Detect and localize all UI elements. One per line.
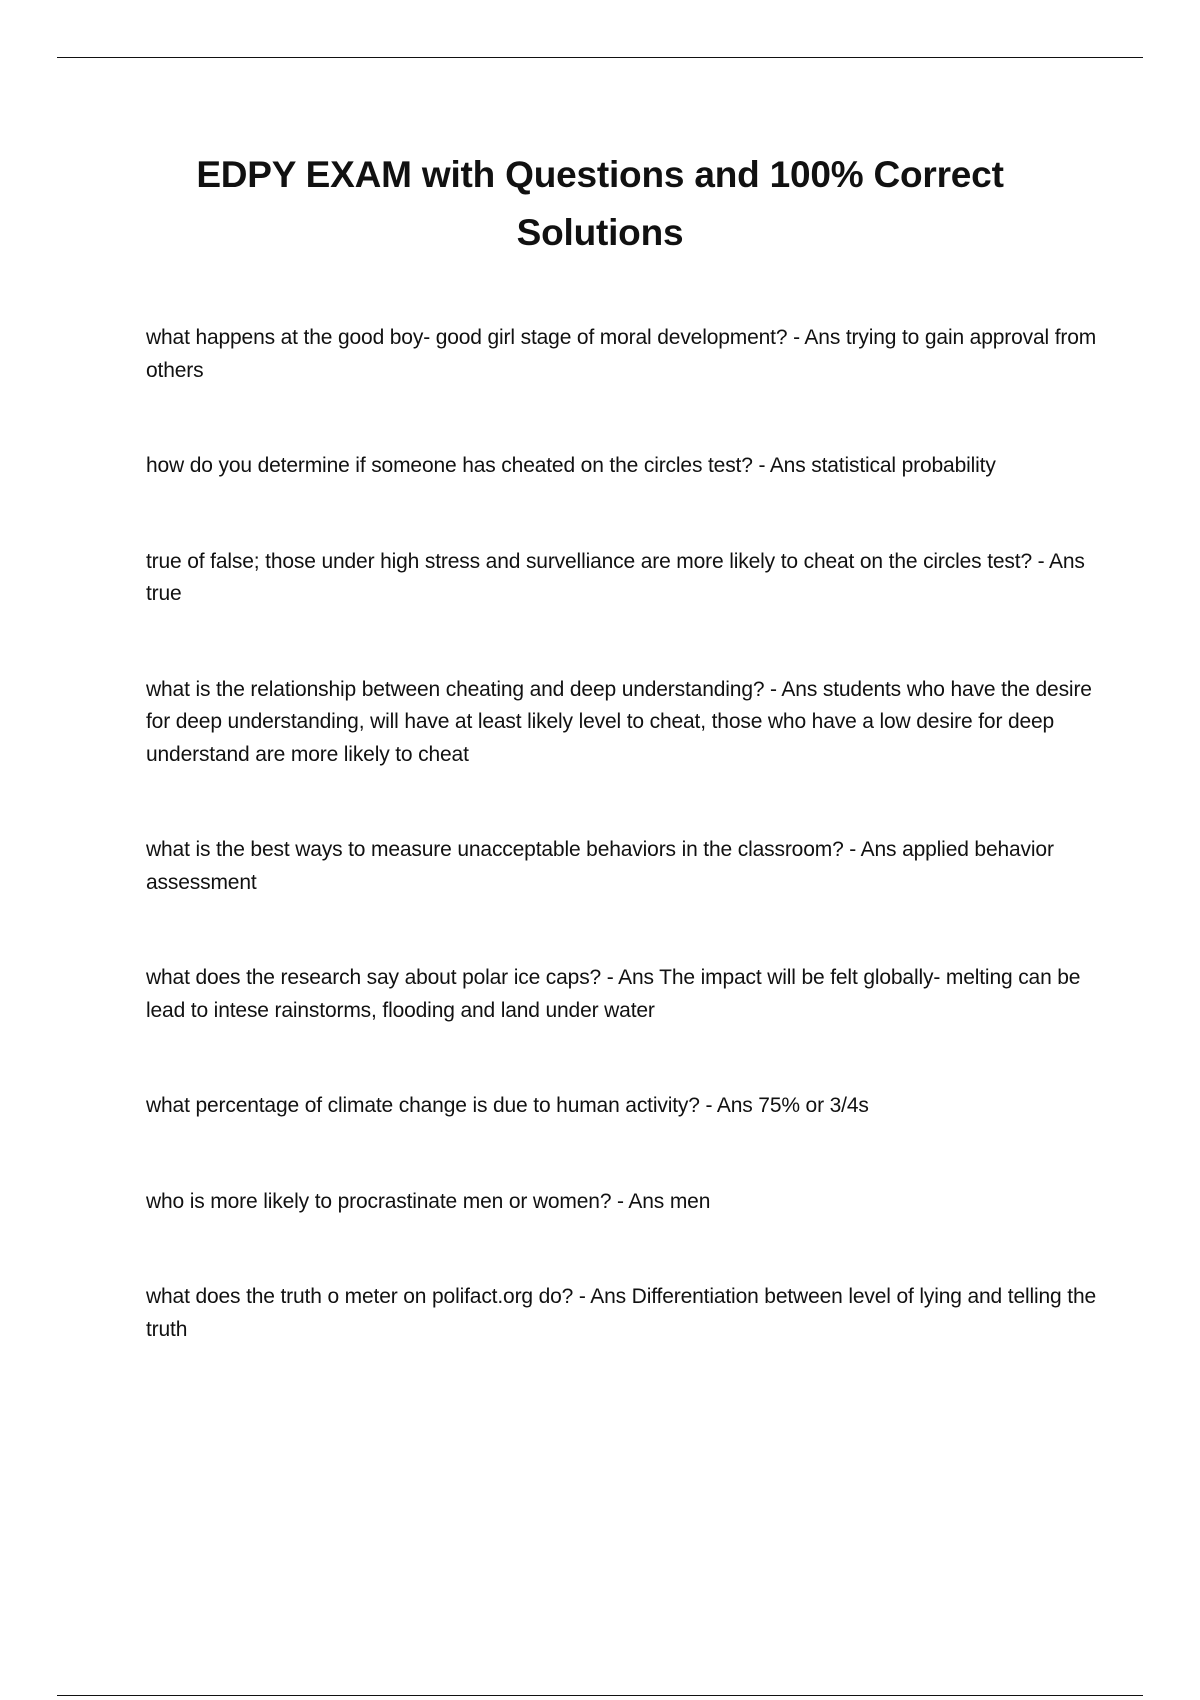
qa-item: what happens at the good boy- good girl stage of moral development? - Ans trying to gain approval from others xyxy=(146,326,1097,382)
qa-item: who is more likely to procrastinate men or women? - Ans men xyxy=(146,1189,711,1213)
page-title: EDPY EXAM with Questions and 100% Correct Solutions xyxy=(196,154,1004,253)
qa-list xyxy=(146,322,1106,1346)
qa-item: what does the truth o meter on polifact.org do? - Ans Differentiation between level of lying and telling the truth xyxy=(146,1285,1097,1341)
qa-item: what is the best ways to measure unacceptable behaviors in the classroom? - Ans applied behavior assessment xyxy=(146,838,1054,894)
footer-rule xyxy=(57,1695,1143,1696)
qa-item: what percentage of climate change is due to human activity? - Ans 75% or 3/4s xyxy=(146,1094,869,1117)
qa-item: true of false; those under high stress and survelliance are more likely to cheat on the circles test? - Ans true xyxy=(146,549,1085,605)
qa-item: what is the relationship between cheating and deep understanding? - Ans students who have the desire for deep understanding, will have at least likely level to cheat, those who have a low desire for deep understand are more likely to cheat xyxy=(146,677,1092,766)
qa-item: what does the research say about polar ice caps? - Ans The impact will be felt globally- melting can be lead to intese rainstorms, flooding and land under water xyxy=(146,966,1081,1022)
qa-item: how do you determine if someone has cheated on the circles test? - Ans statistical probability xyxy=(146,454,996,477)
header-rule xyxy=(57,57,1143,58)
